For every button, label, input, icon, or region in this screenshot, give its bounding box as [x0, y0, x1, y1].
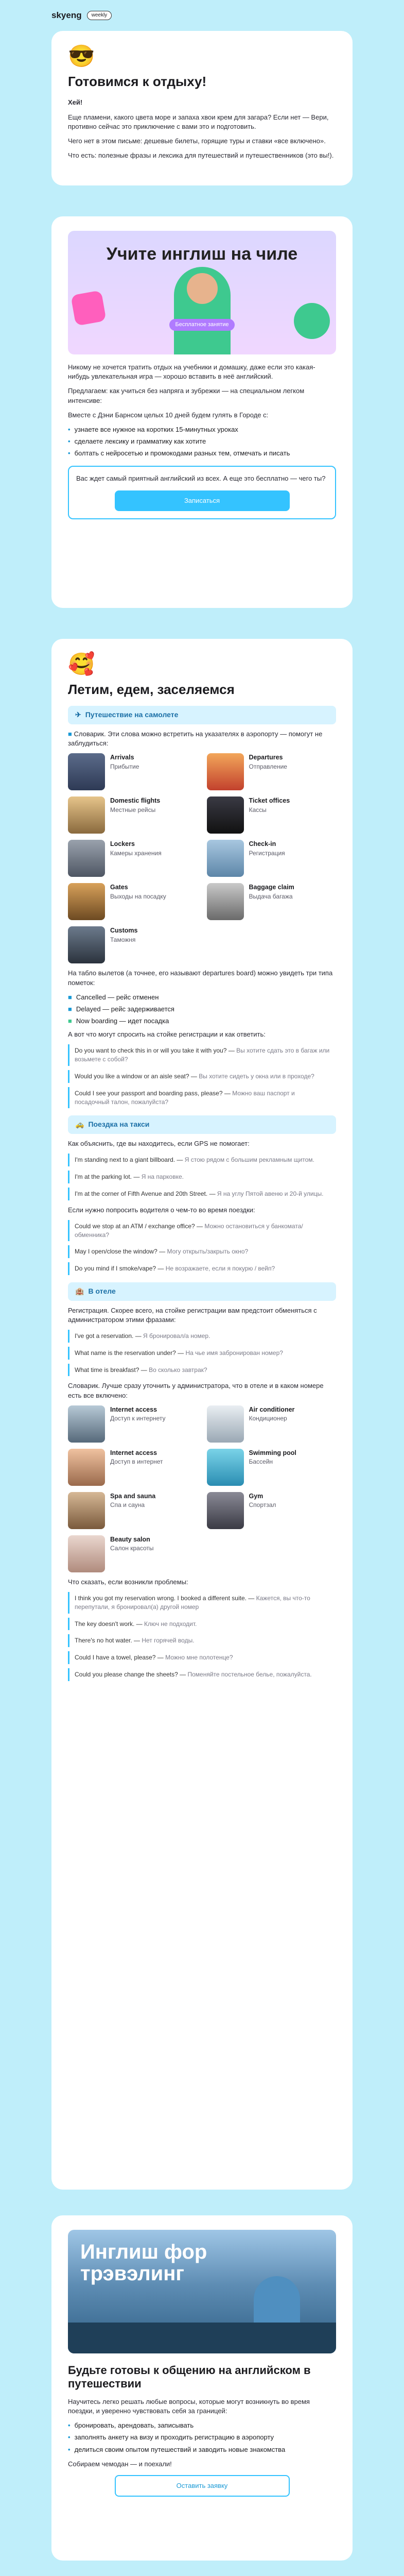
vocab-item: Spa and sauna Спа и сауна	[68, 1492, 198, 1529]
vocab-item: Ticket offices Кассы	[207, 796, 337, 834]
bullet-icon: •	[68, 437, 71, 446]
vocab-item: Check-in Регистрация	[207, 840, 337, 877]
departures-note: На табло вылетов (а точнее, его называют departures board) можно увидеть три типа пометок:	[68, 969, 333, 987]
promo2-card	[51, 2215, 353, 2561]
vocab-item: Air conditioner Кондиционер	[207, 1405, 337, 1443]
vocab-item: Domestic flights Местные рейсы	[68, 796, 198, 834]
intro-title: Готовимся к отдыху!	[68, 74, 207, 89]
hotel-vocab-grid	[68, 1405, 336, 1572]
promo1-p1: Никому не хочется тратить отдых на учебники и домашку, даже если это какая-нибудь увлекательная игра — хорошо вставить в неё английский.	[68, 363, 315, 381]
list-item: • заполнять анкету на визу и проходить регистрацию в аэропорту	[68, 2433, 336, 2442]
square-icon: ■	[68, 1005, 72, 1013]
phrase: Could we stop at an ATM / exchange office? — Можно остановиться у банкомата/обменника?	[68, 1220, 336, 1242]
promo1-box-text: Вас ждет самый приятный английский из всех. А еще это бесплатно — чего ты?	[76, 474, 326, 482]
photo-lockers-icon	[68, 840, 105, 877]
list-item: • делиться своим опытом путешествий и заводить новые знакомства	[68, 2445, 336, 2454]
airport-vocab-grid	[68, 753, 336, 963]
travel-title: Летим, едем, заселяемся	[68, 682, 235, 697]
promo2-banner[interactable]	[68, 2230, 336, 2353]
phrase: I think you got my reservation wrong. I booked a different suite. — Кажется, вы что-то перепутали, я бронировал(а) другой номер	[68, 1592, 336, 1614]
vocab-item: Internet access Доступ в интернет	[68, 1449, 198, 1486]
travel-card	[51, 639, 353, 2190]
promo1-box	[68, 466, 336, 519]
section-plane: ✈ Путешествие на самолете	[68, 706, 336, 724]
marks-list	[68, 993, 336, 1026]
photo-beauty-icon	[68, 1535, 105, 1572]
intro-greeting: Хей!	[68, 98, 83, 107]
phrase: The key doesn't work. — Ключ не подходит.	[68, 1618, 336, 1631]
list-item: • узнаете все нужное на коротких 15-минутных уроках	[68, 425, 336, 434]
intro-p1: Еще пламени, какого цвета море и запаха хвои крем для загара? Если нет — Вери, противно сейчас это приключение с вами это и подготовить.	[68, 113, 329, 130]
mountains-decor-icon	[68, 2323, 336, 2353]
list-item: ■ Delayed — рейс задерживается	[68, 1005, 336, 1014]
photo-departures-icon	[207, 753, 244, 790]
list-item: • сделаете лексику и грамматику как хотите	[68, 437, 336, 446]
phrase: I've got a reservation. — Я бронировал/а номер.	[68, 1330, 336, 1343]
list-item: • бронировать, арендовать, записывать	[68, 2421, 336, 2430]
photo-gym-icon	[207, 1492, 244, 1529]
photo-tickets-icon	[207, 796, 244, 834]
bullet-icon: •	[68, 449, 71, 457]
list-item: ■ Now boarding — идет посадка	[68, 1016, 336, 1026]
photo-pool-icon	[207, 1449, 244, 1486]
photo-arrivals-icon	[68, 753, 105, 790]
promo1-banner-title: Учите инглиш на чиле	[106, 244, 298, 264]
promo2-p2: Собираем чемодан — и поехали!	[68, 2460, 172, 2468]
promo1-card	[51, 216, 353, 608]
phrase: May I open/close the window? — Могу открыть/закрыть окно?	[68, 1245, 336, 1258]
plane-intro: ■ Словарик. Эти слова можно встретить на указателях в аэропорту — помогут не заблудиться:	[68, 730, 323, 748]
promo2-banner-title: Инглиш фор трэвэлинг	[80, 2241, 207, 2285]
promo1-bullets	[68, 425, 336, 459]
vocab-item: Beauty salon Салон красоты	[68, 1535, 198, 1572]
apply-button[interactable]: Оставить заявку	[115, 2475, 290, 2497]
intro-p3: Что есть: полезные фразы и лексика для путешествий и путешественников (это вы!).	[68, 151, 334, 160]
sticker-decor-icon	[71, 290, 107, 326]
hotel-intro: Регистрация. Скорее всего, на стойке регистрации вам предстоит обменяться с администратором этими фразами:	[68, 1306, 317, 1324]
phrase: Do you mind if I smoke/vape? — Не возражаете, если я покурю / вейп?	[68, 1262, 336, 1275]
promo2-bullets	[68, 2421, 336, 2454]
phrase: Would you like a window or an aisle seat? — Вы хотите сидеть у окна или в проходе?	[68, 1070, 336, 1083]
intro-card	[51, 31, 353, 185]
promo1-banner[interactable]	[68, 231, 336, 354]
phrase: What name is the reservation under? — На чье имя забронирован номер?	[68, 1347, 336, 1360]
hotel-icon: 🏨	[75, 1287, 84, 1296]
hotel-vocab-intro: Словарик. Лучше сразу уточнить у администратора, что в отеле и в каком номере есть все включено:	[68, 1382, 324, 1399]
promo1-p2: Предлагаем: как учиться без напряга и зубрежки — на специальном легком интенсиве:	[68, 387, 305, 404]
phrase: Could I see your passport and boarding pass, please? — Можно ваш паспорт и посадочный талон, пожалуйста?	[68, 1087, 336, 1109]
bullet-icon: •	[68, 2445, 71, 2453]
photo-domestic-icon	[68, 796, 105, 834]
photo-internet2-icon	[68, 1449, 105, 1486]
photo-baggage-icon	[207, 883, 244, 920]
list-item: ■ Cancelled — рейс отменен	[68, 993, 336, 1002]
phrase: Do you want to check this in or will you take it with you? — Вы хотите сдать это в багаж или возьмете с собой?	[68, 1044, 336, 1066]
vocab-item: Internet access Доступ к интернету	[68, 1405, 198, 1443]
phrase: Could I have a towel, please? — Можно мне полотенце?	[68, 1651, 336, 1664]
vocab-item: Baggage claim Выдача багажа	[207, 883, 337, 920]
section-hotel: 🏨 В отеле	[68, 1282, 336, 1301]
taxi-request-intro: Если нужно попросить водителя о чем-то во время поездки:	[68, 1206, 255, 1214]
phrase: I'm at the corner of Fifth Avenue and 20th Street. — Я на углу Пятой авеню и 20-й улицы.	[68, 1188, 336, 1200]
sunglasses-emoji-icon: 😎	[68, 44, 95, 68]
signup-button[interactable]: Записаться	[115, 490, 290, 511]
list-item: • болтать с нейросетью и промокодами разных тем, отмечать и писать	[68, 449, 336, 458]
phrase: There's no hot water. — Нет горячей воды.	[68, 1634, 336, 1647]
vocab-item: Lockers Камеры хранения	[68, 840, 198, 877]
photo-customs-icon	[68, 926, 105, 963]
promo1-p3: Вместе с Дэни Барнсом целых 10 дней будем гулять в Городе с:	[68, 411, 269, 419]
weekly-tag: weekly	[87, 11, 112, 20]
circle-decor-icon	[294, 303, 330, 339]
phrase: What time is breakfast? — Во сколько завтрак?	[68, 1364, 336, 1377]
note-icon: ■	[68, 730, 74, 738]
taxi-icon: 🚕	[75, 1120, 84, 1129]
vocab-item: Swimming pool Бассейн	[207, 1449, 337, 1486]
logo[interactable]: skyeng	[51, 10, 82, 21]
bullet-icon: •	[68, 2421, 71, 2430]
ask-note: А вот что могут спросить на стойке регистрации и как ответить:	[68, 1030, 266, 1039]
face-illustration-icon	[187, 273, 218, 304]
phrase: I'm at the parking lot. — Я на парковке.	[68, 1171, 336, 1183]
photo-spa-icon	[68, 1492, 105, 1529]
vocab-item: Customs Таможня	[68, 926, 198, 963]
vocab-item: Arrivals Прибытие	[68, 753, 198, 790]
promo1-badge: Бесплатное занятие	[169, 319, 235, 331]
problem-intro: Что сказать, если возникли проблемы:	[68, 1578, 188, 1586]
taxi-intro: Как объяснить, где вы находитесь, если GPS не помогает:	[68, 1140, 250, 1148]
photo-gates-icon	[68, 883, 105, 920]
header	[51, 5, 353, 26]
vocab-item: Gym Спортзал	[207, 1492, 337, 1529]
vocab-item: Departures Отправление	[207, 753, 337, 790]
bullet-icon: •	[68, 2433, 71, 2442]
phrase: Could you please change the sheets? — Поменяйте постельное белье, пожалуйста.	[68, 1668, 336, 1681]
promo2-title: Будьте готовы к общению на английском в путешествии	[68, 2364, 311, 2391]
bullet-icon: •	[68, 425, 71, 433]
square-icon: ■	[68, 1017, 72, 1025]
smiling-emoji-icon: 🥰	[68, 652, 95, 676]
vocab-item: Gates Выходы на посадку	[68, 883, 198, 920]
photo-checkin-icon	[207, 840, 244, 877]
square-icon: ■	[68, 993, 72, 1001]
phrase: I'm standing next to a giant billboard. — Я стою рядом с большим рекламным щитом.	[68, 1154, 336, 1166]
promo2-p1: Научитесь легко решать любые вопросы, которые могут возникнуть во время поездки, и уверенно чувствовать себя за границей:	[68, 2397, 310, 2415]
photo-internet-icon	[68, 1405, 105, 1443]
intro-p2: Чего нет в этом письме: дешевые билеты, горящие туры и ставки «все включено».	[68, 137, 326, 145]
photo-aircon-icon	[207, 1405, 244, 1443]
section-taxi: 🚕 Поездка на такси	[68, 1115, 336, 1134]
plane-icon: ✈	[75, 710, 81, 719]
